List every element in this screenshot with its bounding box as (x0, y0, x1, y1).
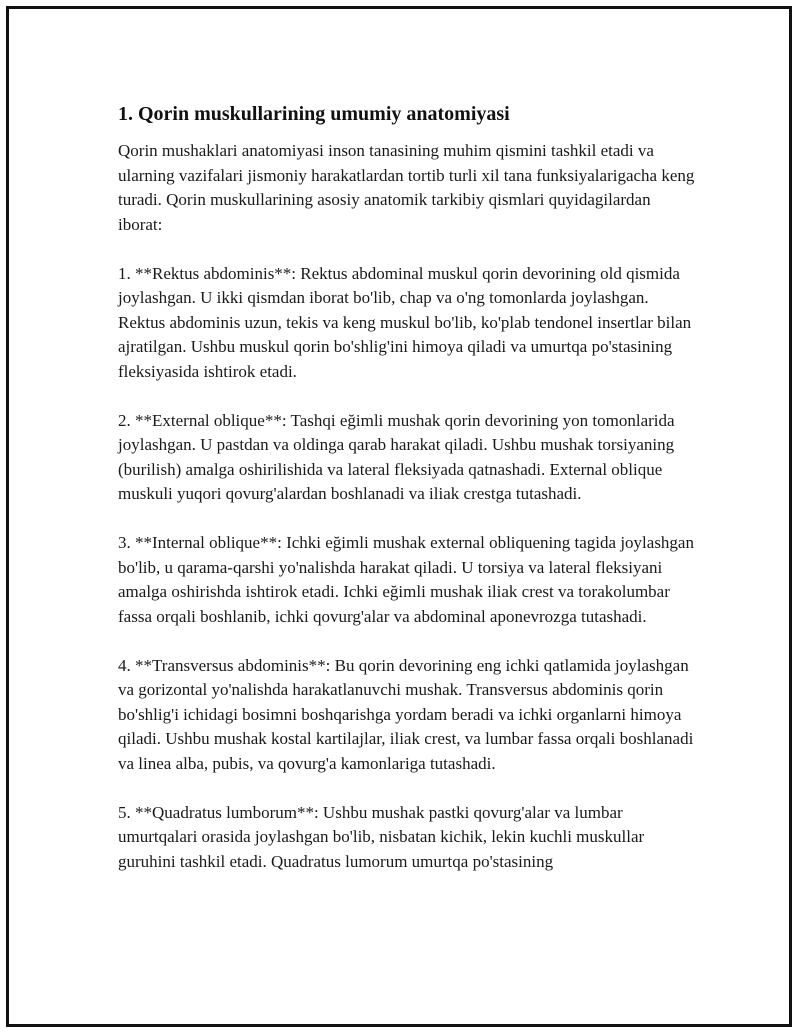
document-body (118, 101, 698, 899)
quadratus-lumborum-paragraph: 5. **Quadratus lumborum**: Ushbu mushak pastki qovurg'alar va lumbar umurtqalari orasida joylashgan bo'lib, nisbatan kichik, lekin kuchli muskullar guruhini tashkil etadi. Quadratus lumorum umurtqa po'stasining (118, 802, 645, 871)
transversus-abdominis-paragraph: 4. **Transversus abdominis**: Bu qorin devorining eng ichki qatlamida joylashgan va gorizontal yo'nalishda harakatlanuvchi mushak. Transversus abdominis qorin bo'shlig'i ichidagi bosimni boshqarishga yordam beradi va ichki organlarni himoya qiladi. Ushbu mushak kostal kartilajlar, iliak crest, va lumbar fassa orqali boshlanadi va linea alba, pubis, va qovurg'a kamonlariga tutashadi. (118, 655, 694, 773)
external-oblique-paragraph: 2. **External oblique**: Tashqi eğimli mushak qorin devorining yon tomonlarida joylashgan. U pastdan va oldinga qarab harakat qiladi. Ushbu mushak torsiyaning (burilish) amalga oshirilishida va lateral fleksiyada qatnashadi. External oblique muskuli yuqori qovurg'alardan boshlanadi va iliak crestga tutashadi. (118, 410, 675, 503)
section-heading: 1. Qorin muskullarining umumiy anatomiyasi (118, 103, 510, 125)
intro-paragraph: Qorin mushaklari anatomiyasi inson tanasining muhim qismini tashkil etadi va ularning vazifalari jismoniy harakatlardan tortib turli xil tana funksiyalarigacha keng turadi. Qorin muskullarining asosiy anatomik tarkibiy qismlari quyidagilardan iborat: (118, 141, 695, 234)
internal-oblique-paragraph: 3. **Internal oblique**: Ichki eğimli mushak external obliquening tagida joylashgan bo'lib, u qarama-qarshi yo'nalishda harakat qiladi. U torsiya va lateral fleksiyani amalga oshirishda ishtirok etadi. Ichki eğimli mushak iliak crest va torakolumbar fassa orqali boshlanib, ichki qovurg'alar va abdominal aponevrozga tutashadi. (118, 533, 694, 626)
rektus-abdominis-paragraph: 1. **Rektus abdominis**: Rektus abdominal muskul qorin devorining old qismida joylashgan. U ikki qismdan iborat bo'lib, chap va o'ng tomonlarda joylashgan. Rektus abdominis uzun, tekis va keng muskul bo'lib, ko'plab tendonel insertlar bilan ajratilgan. Ushbu muskul qorin bo'shlig'ini himoya qiladi va umurtqa po'stasining fleksiyasida ishtirok etadi. (118, 263, 692, 381)
page-frame (6, 6, 792, 1027)
